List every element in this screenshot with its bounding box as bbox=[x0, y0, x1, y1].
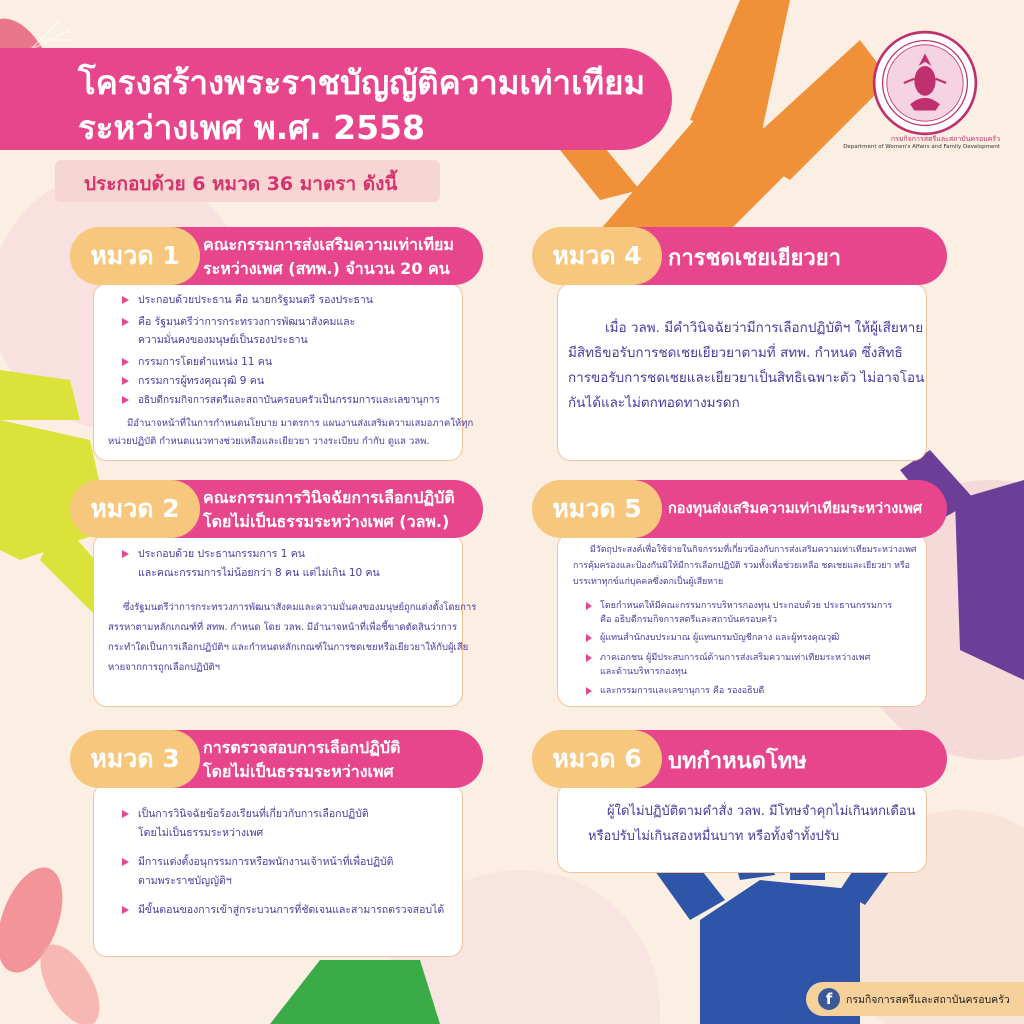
section-4-label: หมวด 4 bbox=[532, 227, 662, 285]
section-5-paragraph-line-3: บรรเทาทุกข์แก่บุคคลซึ่งตกเป็นผู้เสียหาย bbox=[573, 577, 724, 587]
section-2-title-line-1: คณะกรรมการวินิจฉัยการเลือกปฏิบัติ bbox=[203, 488, 455, 507]
section-6-label: หมวด 6 bbox=[532, 730, 662, 788]
bullet-arrow-icon bbox=[122, 377, 129, 385]
section-2-paragraph-line-3: กระทำใดเป็นการเลือกปฏิบัติฯ และกำหนดหลักเกณฑ์ในการชดเชยหรือเยียวยาให้กับผู้เสีย bbox=[108, 642, 469, 653]
section-4-paragraph-line-1: เมื่อ วลพ. มีคำวินิจฉัยว่ามีการเลือกปฏิบัติฯ ให้ผู้เสียหาย bbox=[605, 320, 924, 336]
org-name-english: Department of Women's Affairs and Family Development bbox=[843, 144, 1000, 150]
section-3-bullet-2-cont: ตามพระราชบัญญัติฯ bbox=[138, 875, 232, 887]
section-1-bullet-2-cont: ความมั่นคงของมนุษย์เป็นรองประธาน bbox=[138, 334, 308, 346]
section-2-paragraph-line-2: สรรหาตามหลักเกณฑ์ที่ สทพ. กำหนด โดย วลพ. มีอำนาจหน้าที่เพื่อชี้ขาดตัดสินว่าการ bbox=[108, 622, 458, 633]
section-5-label: หมวด 5 bbox=[532, 480, 662, 538]
section-1-title-line-1: คณะกรรมการส่งเสริมความเท่าเทียม bbox=[203, 235, 454, 254]
bullet-arrow-icon bbox=[122, 810, 129, 818]
section-2-label: หมวด 2 bbox=[70, 480, 200, 538]
bullet-arrow-icon bbox=[122, 858, 129, 866]
section-1-bullet-3: กรรมการโดยตำแหน่ง 11 คน bbox=[138, 355, 272, 370]
bullet-arrow-icon bbox=[122, 550, 129, 558]
facebook-page-name[interactable]: กรมกิจการสตรีและสถาบันครอบครัว bbox=[846, 994, 1010, 1006]
section-1-bullet-2: คือ รัฐมนตรีว่าการกระทรวงการพัฒนาสังคมและ bbox=[138, 315, 355, 330]
section-5-paragraph-line-1: มีวัตถุประสงค์เพื่อใช้จ่ายในกิจกรรมที่เกี่ยวข้องกับการส่งเสริมความเท่าเทียมระหว่างเพศ bbox=[590, 545, 917, 555]
section-1-bullet-1: ประกอบด้วยประธาน คือ นายกรัฐมนตรี รองประธาน bbox=[138, 293, 373, 308]
section-4-paragraph-line-4: กันได้และไม่ตกทอดทางมรดก bbox=[568, 395, 740, 411]
section-5-bullet-1: โดยกำหนดให้มีคณะกรรมการบริหารกองทุน ประกอบด้วย ประธานกรรมการ bbox=[600, 600, 892, 613]
section-4-title: การชดเชยเยียวยา bbox=[668, 246, 841, 271]
section-5-bullet-2: ผู้แทนสำนักงบประมาณ ผู้แทนกรมบัญชีกลาง และผู้ทรงคุณวุฒิ bbox=[600, 632, 839, 645]
bullet-arrow-icon bbox=[122, 358, 129, 366]
green-hand-icon bbox=[270, 960, 440, 1024]
bullet-arrow-icon bbox=[122, 906, 129, 914]
department-seal-logo bbox=[872, 30, 978, 136]
bullet-arrow-icon bbox=[586, 654, 592, 662]
bullet-arrow-icon bbox=[586, 687, 592, 695]
section-3-label: หมวด 3 bbox=[70, 730, 200, 788]
section-1-label: หมวด 1 bbox=[70, 227, 200, 285]
section-4-paragraph-line-2: มีสิทธิขอรับการชดเชยเยียวยาตามที่ สทพ. กำหนด ซึ่งสิทธิ bbox=[568, 345, 903, 361]
org-name-thai: กรมกิจการสตรีและสถาบันครอบครัว bbox=[890, 135, 1000, 143]
bullet-arrow-icon bbox=[122, 396, 129, 404]
section-5-bullet-3-cont: และด้านบริหารกองทุน bbox=[600, 667, 687, 677]
section-1-title-line-2: ระหว่างเพศ (สทพ.) จำนวน 20 คน bbox=[203, 259, 450, 278]
section-1-paragraph-line-2: หน่วยปฏิบัติ กำหนดแนวทางช่วยเหลือและเยียวยา วางระเบียบ กำกับ ดูแล วลพ. bbox=[108, 436, 430, 447]
page-subtitle: ประกอบด้วย 6 หมวด 36 มาตรา ดังนี้ bbox=[84, 173, 398, 195]
section-6-paragraph-line-2: หรือปรับไม่เกินสองหมื่นบาท หรือทั้งจำทั้งปรับ bbox=[588, 829, 840, 844]
facebook-icon[interactable]: f bbox=[818, 988, 840, 1010]
section-3-title-line-1: การตรวจสอบการเลือกปฏิบัติ bbox=[203, 738, 401, 757]
section-1-paragraph-line-1: มีอำนาจหน้าที่ในการกำหนดนโยบาย มาตรการ แผนงานส่งเสริมความเสมอภาคให้ทุก bbox=[127, 418, 474, 429]
bullet-arrow-icon bbox=[586, 602, 592, 610]
section-5-bullet-3: ภาคเอกชน ผู้มีประสบการณ์ด้านการส่งเสริมความเท่าเทียมระหว่างเพศ bbox=[600, 652, 870, 665]
section-2-bullet-1: ประกอบด้วย ประธานกรรมการ 1 คน bbox=[138, 547, 305, 562]
section-2-title-line-2: โดยไม่เป็นธรรมระหว่างเพศ (วลพ.) bbox=[203, 512, 450, 531]
section-5-title: กองทุนส่งเสริมความเท่าเทียมระหว่างเพศ bbox=[668, 501, 923, 517]
section-3-bullet-2: มีการแต่งตั้งอนุกรรมการหรือพนักงานเจ้าหน้าที่เพื่อปฏิบัติ bbox=[138, 855, 394, 870]
section-1-bullet-5: อธิบดีกรมกิจการสตรีและสถาบันครอบครัวเป็นกรรมการและเลขานุการ bbox=[138, 393, 440, 408]
section-3-title-line-2: โดยไม่เป็นธรรมระหว่างเพศ bbox=[203, 762, 394, 781]
section-3-bullet-3: มีขั้นตอนของการเข้าสู่กระบวนการที่ชัดเจนและสามารถตรวจสอบได้ bbox=[138, 903, 444, 918]
bullet-arrow-icon bbox=[586, 634, 592, 642]
section-1-bullet-4: กรรมการผู้ทรงคุณวุฒิ 9 คน bbox=[138, 374, 264, 389]
section-5-bullet-4: และกรรมการและเลขานุการ คือ รองอธิบดี bbox=[600, 685, 764, 698]
section-6-paragraph-line-1: ผู้ใดไม่ปฏิบัติตามคำสั่ง วลพ. มีโทษจำคุกไม่เกินหกเดือน bbox=[607, 804, 916, 819]
page-title-line-1: โครงสร้างพระราชบัญญัติความเท่าเทียม bbox=[78, 63, 646, 102]
section-2-paragraph-line-1: ซึ่งรัฐมนตรีว่าการกระทรวงการพัฒนาสังคมและความมั่นคงของมนุษย์ถูกแต่งตั้งโดยการ bbox=[123, 602, 477, 613]
section-2-bullet-1-cont: และคณะกรรมการไม่น้อยกว่า 8 คน แต่ไม่เกิน 10 คน bbox=[138, 567, 380, 579]
bullet-arrow-icon bbox=[122, 318, 129, 326]
section-3-bullet-1: เป็นการวินิจฉัยข้อร้องเรียนที่เกี่ยวกับการเลือกปฏิบัติ bbox=[138, 807, 369, 822]
bullet-arrow-icon bbox=[122, 296, 129, 304]
section-6-title: บทกำหนดโทษ bbox=[668, 749, 807, 774]
section-5-paragraph-line-2: การคุ้มครองและป้องกันมิให้มีการเลือกปฏิบัติ รวมทั้งเพื่อช่วยเหลือ ชดเชยและเยียวยา หรือ bbox=[573, 561, 910, 571]
page-title-line-2: ระหว่างเพศ พ.ศ. 2558 bbox=[78, 108, 425, 147]
section-5-bullet-1-cont: คือ อธิบดีกรมกิจการสตรีและสถาบันครอบครัว bbox=[600, 615, 778, 625]
section-2-paragraph-line-4: หายจากการถูกเลือกปฏิบัติฯ bbox=[108, 662, 220, 673]
section-4-paragraph-line-3: การขอรับการชดเชยและเยียวยาเป็นสิทธิเฉพาะตัว ไม่อาจโอน bbox=[568, 370, 925, 386]
section-3-bullet-1-cont: โดยไม่เป็นธรรมระหว่างเพศ bbox=[138, 827, 264, 839]
